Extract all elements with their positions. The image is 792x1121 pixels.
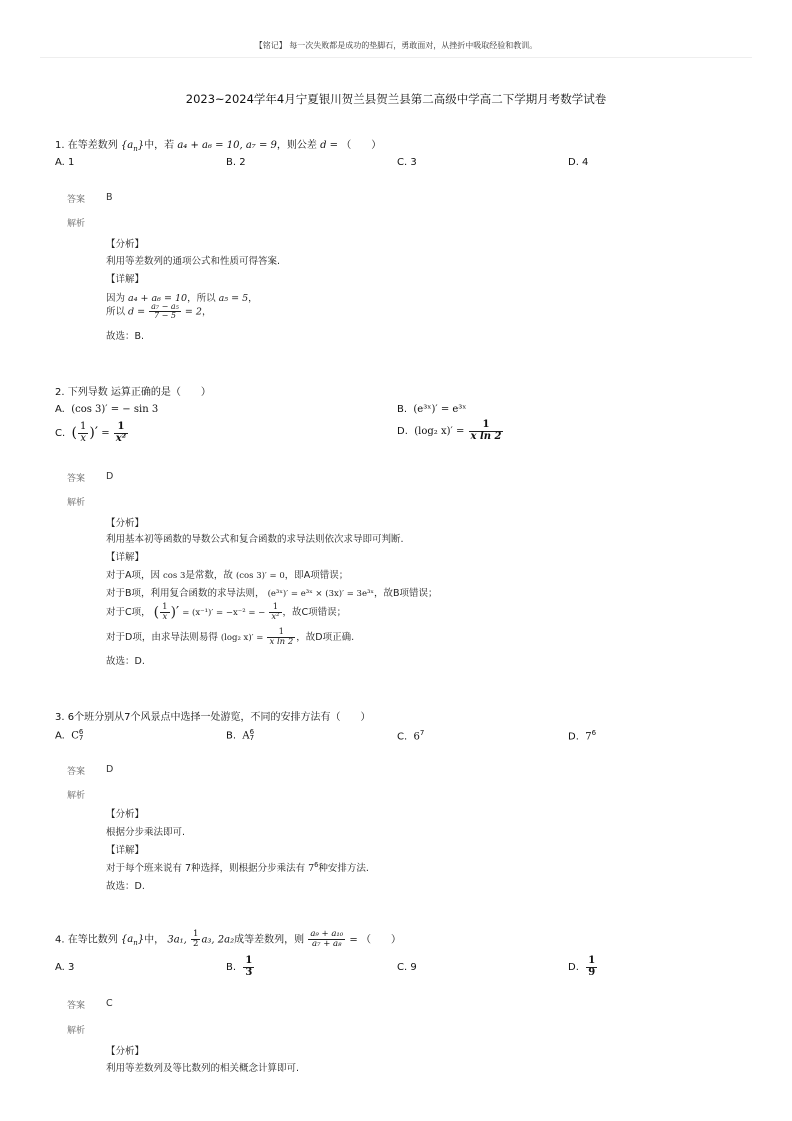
- q4-option-b[interactable]: B. $\frac{1}{3}$: [226, 955, 253, 978]
- q1-detail-line2: 所以 d = $\frac{\text{a₇ − a₅}}{7 - 5}$ = 2，: [106, 302, 212, 321]
- q1-answer-label: 答案: [67, 195, 86, 205]
- q2-option-b[interactable]: B. (e³ˣ)′ = e³ˣ: [397, 404, 467, 415]
- q1-option-c[interactable]: C. 3: [397, 157, 417, 168]
- q1-fenxi-label: 【分析】: [106, 239, 145, 250]
- q2-detail-b: 对于B项，利用复合函数的求导法则， (e³ˣ)′ = e³ˣ × (3x)′ = 3e³ˣ，故B项错误；: [106, 588, 438, 599]
- q3-stem: 3. 6个班分别从7个风景点中选择一处游览，不同的安排方法有（ ）: [55, 712, 371, 723]
- q3-fenxi-label: 【分析】: [106, 809, 145, 820]
- q2-detail-c: 对于C项， ( $\frac{1}{x}$ )′ = (x⁻¹)′ = −x⁻² = − $\frac{1}{\text{x²}}$ ，故C项错误；: [106, 602, 347, 622]
- q4-option-d[interactable]: D. $\frac{1}{9}$: [568, 955, 596, 978]
- q2-analysis-text: 利用基本初等函数的导数公式和复合函数的求导法则依次求导即可判断.: [106, 534, 404, 545]
- q3-option-b[interactable]: B. A 6 7: [226, 728, 255, 743]
- header-divider: [40, 57, 752, 58]
- q1-analysis-text: 利用等差数列的通项公式和性质可得答案.: [106, 256, 281, 267]
- q1-option-d[interactable]: D. 4: [568, 157, 589, 168]
- q2-analysis-label: 解析: [67, 498, 86, 508]
- q3-analysis-text: 根据分步乘法即可.: [106, 827, 186, 838]
- q4-fenxi-label: 【分析】: [106, 1046, 145, 1057]
- q4-answer-label: 答案: [67, 1001, 86, 1011]
- q2-conclusion: 故选：D.: [106, 656, 145, 667]
- q1-conclusion: 故选：B.: [106, 331, 145, 342]
- q4-analysis-label: 解析: [67, 1026, 86, 1036]
- q2-option-c[interactable]: C. ( $\frac{1}{x}$ )′ = $\frac{1}{\text{x²}}$: [55, 421, 127, 444]
- q2-detail-d: 对于D项，由求导法则易得 (log₂ x)′ = $\frac{1}{\text{x ln 2}}$ ，故D项正确.: [106, 627, 355, 647]
- q4-option-a[interactable]: A. 3: [55, 962, 75, 973]
- q4-stem: 4. 在等比数列 $\{a_n\}$中， 3a₁, $\frac{1}{2}$ a₃, 2a₂成等差数列，则 $\frac{\text{a₉ + a₁₀}}{\text{a₇ + a₈}}$ = （ ）: [55, 929, 401, 949]
- q2-detail-a: 对于A项，因 cos 3是常数，故 (cos 3)′ = 0，即A项错误；: [106, 570, 349, 581]
- q3-option-c[interactable]: C. $6^7$: [397, 729, 425, 743]
- q4-analysis-text: 利用等差数列及等比数列的相关概念计算即可.: [106, 1063, 300, 1074]
- q4-answer: C: [106, 998, 113, 1009]
- q2-answer: D: [106, 471, 114, 482]
- q2-answer-label: 答案: [67, 474, 86, 484]
- q1-detail-line1: 因为 a₄ + a₆ = 10，所以 a₅ = 5，: [106, 293, 258, 304]
- motto-banner: 【铭记】 每一次失败都是成功的垫脚石，勇敢面对，从挫折中吸取经验和教训。: [254, 41, 538, 50]
- q2-fenxi-label: 【分析】: [106, 518, 145, 529]
- q1-answer: B: [106, 192, 113, 203]
- q3-detail: 对于每个班来说有 7种选择，则根据分步乘法有 $7^6$种安排方法.: [106, 860, 369, 874]
- q1-stem: 1. 在等差数列 $\{a_n\}$中，若 a₄ + a₆ = 10, a₇ = 9，则公差 d = （ ）: [55, 140, 382, 153]
- q1-analysis-label: 解析: [67, 219, 86, 229]
- q4-option-c[interactable]: C. 9: [397, 962, 417, 973]
- q1-xiangjie-label: 【详解】: [106, 274, 145, 285]
- exam-title: 2023~2024学年4月宁夏银川贺兰县贺兰县第二高级中学高二下学期月考数学试卷: [185, 92, 607, 106]
- q3-option-a[interactable]: A. C 6 7: [55, 728, 84, 743]
- q3-answer-label: 答案: [67, 767, 86, 777]
- q2-xiangjie-label: 【详解】: [106, 552, 145, 563]
- q2-stem: 2. 下列导数 运算正确的是（ ）: [55, 387, 211, 398]
- q1-option-a[interactable]: A. 1: [55, 157, 75, 168]
- q3-option-d[interactable]: D. $7^6$: [568, 729, 597, 743]
- q3-xiangjie-label: 【详解】: [106, 845, 145, 856]
- q2-option-a[interactable]: A. (cos 3)′ = − sin 3: [55, 404, 159, 415]
- q2-option-d[interactable]: D. (log₂ x)′ = $\frac{1}{\text{x ln 2}}$: [397, 419, 502, 442]
- q3-conclusion: 故选：D.: [106, 881, 145, 892]
- q1-option-b[interactable]: B. 2: [226, 157, 246, 168]
- q3-analysis-label: 解析: [67, 791, 86, 801]
- q3-answer: D: [106, 764, 114, 775]
